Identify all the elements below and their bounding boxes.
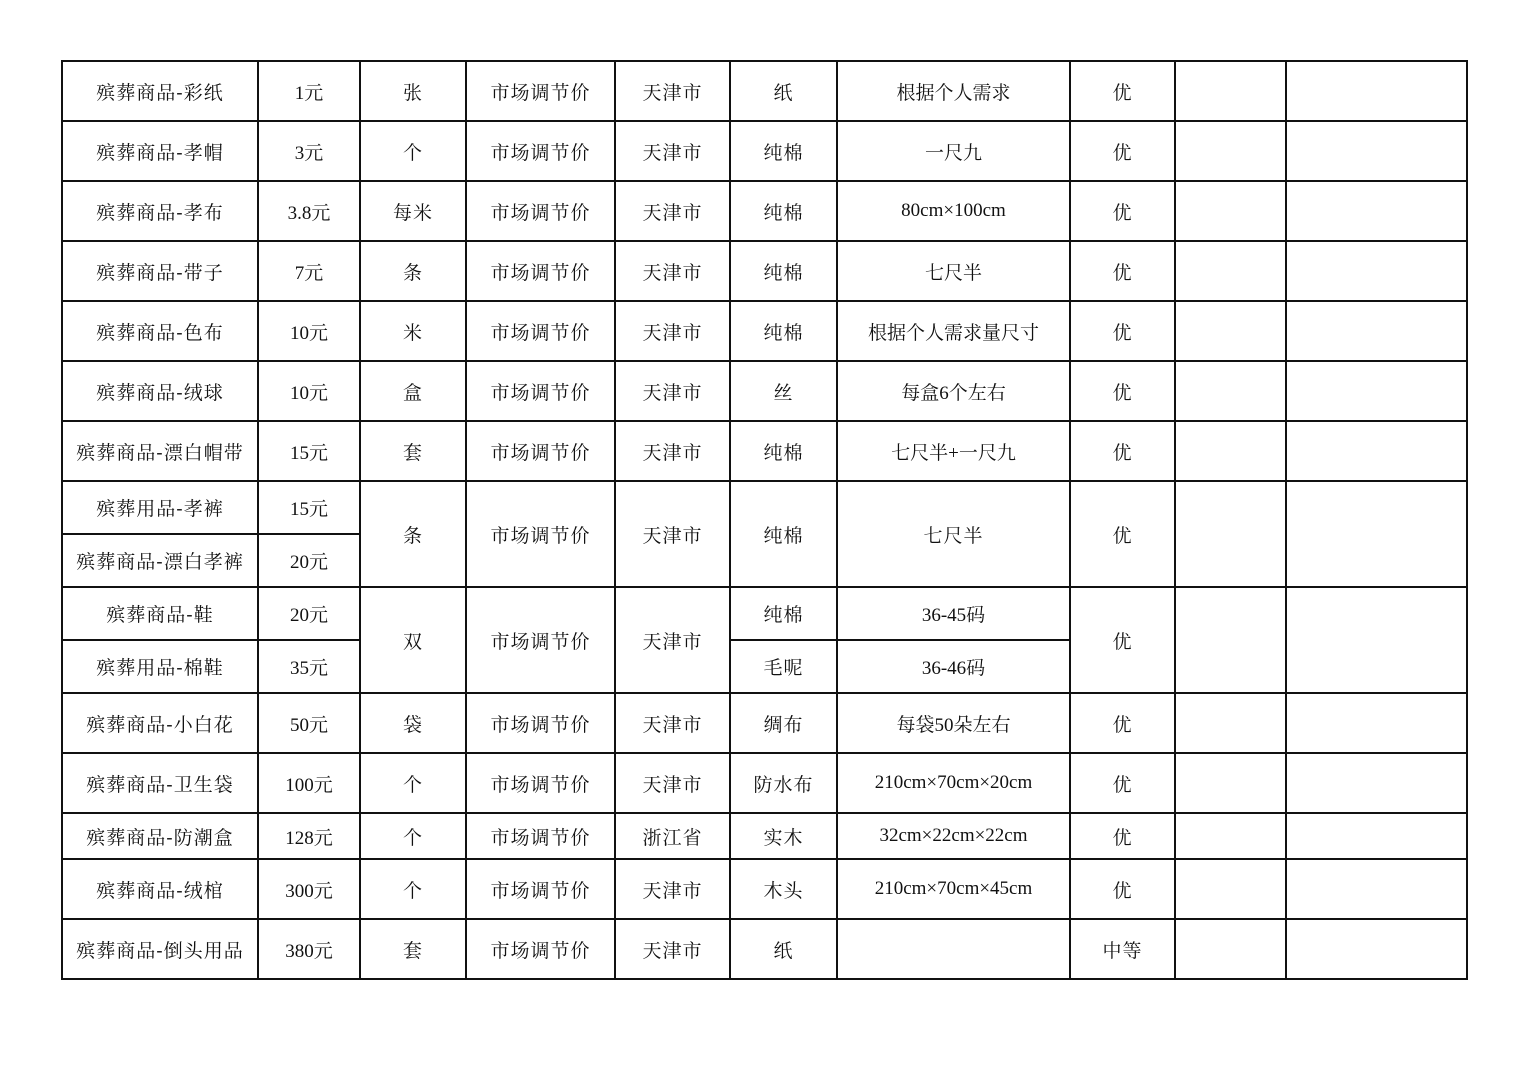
empty-cell	[1175, 693, 1286, 753]
empty-cell	[1175, 919, 1286, 979]
spec-cell: 每盒6个左右	[837, 361, 1070, 421]
unit-cell: 袋	[360, 693, 466, 753]
pricing-type-cell: 市场调节价	[466, 919, 615, 979]
empty-cell	[1286, 919, 1467, 979]
product-name-cell: 殡葬商品-卫生袋	[62, 753, 258, 813]
spec-cell: 210cm×70cm×45cm	[837, 859, 1070, 919]
pricing-type-cell: 市场调节价	[466, 481, 615, 587]
material-cell: 纯棉	[730, 241, 837, 301]
empty-cell	[1175, 587, 1286, 693]
product-name-cell: 殡葬商品-绒棺	[62, 859, 258, 919]
spec-cell: 七尺半+一尺九	[837, 421, 1070, 481]
price-cell: 100元	[258, 753, 360, 813]
grade-cell: 优	[1070, 241, 1175, 301]
table-row	[62, 421, 1467, 481]
unit-cell: 套	[360, 421, 466, 481]
empty-cell	[1175, 301, 1286, 361]
product-name-cell: 殡葬用品-孝裤	[62, 481, 258, 534]
empty-cell	[1286, 859, 1467, 919]
price-cell: 10元	[258, 361, 360, 421]
empty-cell	[1286, 61, 1467, 121]
table-row	[62, 241, 1467, 301]
empty-cell	[1286, 241, 1467, 301]
empty-cell	[1175, 241, 1286, 301]
empty-cell	[1175, 421, 1286, 481]
origin-cell: 天津市	[615, 361, 730, 421]
material-cell: 防水布	[730, 753, 837, 813]
empty-cell	[1175, 859, 1286, 919]
spec-cell: 一尺九	[837, 121, 1070, 181]
origin-cell: 天津市	[615, 301, 730, 361]
price-cell: 35元	[258, 640, 360, 693]
material-cell: 绸布	[730, 693, 837, 753]
price-cell: 15元	[258, 421, 360, 481]
spec-cell: 根据个人需求	[837, 61, 1070, 121]
material-cell: 纸	[730, 61, 837, 121]
origin-cell: 天津市	[615, 61, 730, 121]
table-row	[62, 587, 1467, 640]
unit-cell: 个	[360, 813, 466, 859]
empty-cell	[1175, 481, 1286, 587]
empty-cell	[1175, 813, 1286, 859]
material-cell: 纯棉	[730, 301, 837, 361]
grade-cell: 优	[1070, 181, 1175, 241]
unit-cell: 套	[360, 919, 466, 979]
unit-cell: 张	[360, 61, 466, 121]
empty-cell	[1175, 361, 1286, 421]
empty-cell	[1286, 361, 1467, 421]
pricing-type-cell: 市场调节价	[466, 421, 615, 481]
empty-cell	[1175, 753, 1286, 813]
origin-cell: 天津市	[615, 859, 730, 919]
product-name-cell: 殡葬商品-色布	[62, 301, 258, 361]
grade-cell: 优	[1070, 61, 1175, 121]
pricing-type-cell: 市场调节价	[466, 813, 615, 859]
price-cell: 15元	[258, 481, 360, 534]
spec-cell: 80cm×100cm	[837, 181, 1070, 241]
unit-cell: 盒	[360, 361, 466, 421]
product-name-cell: 殡葬商品-带子	[62, 241, 258, 301]
spec-cell: 每袋50朵左右	[837, 693, 1070, 753]
price-cell: 3.8元	[258, 181, 360, 241]
price-cell: 3元	[258, 121, 360, 181]
table-row	[62, 61, 1467, 121]
table-row	[62, 481, 1467, 534]
unit-cell: 米	[360, 301, 466, 361]
price-cell: 7元	[258, 241, 360, 301]
empty-cell	[1286, 301, 1467, 361]
material-cell: 纯棉	[730, 481, 837, 587]
unit-cell: 每米	[360, 181, 466, 241]
empty-cell	[1175, 121, 1286, 181]
spec-cell: 七尺半	[837, 241, 1070, 301]
grade-cell: 优	[1070, 859, 1175, 919]
unit-cell: 个	[360, 753, 466, 813]
table-row	[62, 181, 1467, 241]
price-cell: 20元	[258, 587, 360, 640]
price-cell: 10元	[258, 301, 360, 361]
empty-cell	[1286, 693, 1467, 753]
spec-cell: 根据个人需求量尺寸	[837, 301, 1070, 361]
grade-cell: 优	[1070, 301, 1175, 361]
pricing-type-cell: 市场调节价	[466, 61, 615, 121]
table-row	[62, 693, 1467, 753]
product-name-cell: 殡葬商品-绒球	[62, 361, 258, 421]
origin-cell: 天津市	[615, 241, 730, 301]
empty-cell	[1286, 813, 1467, 859]
grade-cell: 优	[1070, 421, 1175, 481]
product-name-cell: 殡葬商品-彩纸	[62, 61, 258, 121]
origin-cell: 天津市	[615, 693, 730, 753]
empty-cell	[1175, 181, 1286, 241]
pricing-type-cell: 市场调节价	[466, 241, 615, 301]
grade-cell: 优	[1070, 693, 1175, 753]
empty-cell	[1286, 753, 1467, 813]
empty-cell	[1286, 481, 1467, 587]
material-cell: 纯棉	[730, 121, 837, 181]
empty-cell	[1286, 181, 1467, 241]
product-name-cell: 殡葬商品-倒头用品	[62, 919, 258, 979]
pricing-type-cell: 市场调节价	[466, 121, 615, 181]
grade-cell: 优	[1070, 121, 1175, 181]
pricing-type-cell: 市场调节价	[466, 181, 615, 241]
table-row	[62, 121, 1467, 181]
material-cell: 纸	[730, 919, 837, 979]
table-row	[62, 301, 1467, 361]
table-row	[62, 919, 1467, 979]
product-name-cell: 殡葬商品-漂白孝裤	[62, 534, 258, 587]
unit-cell: 个	[360, 859, 466, 919]
pricing-type-cell: 市场调节价	[466, 361, 615, 421]
price-cell: 380元	[258, 919, 360, 979]
material-cell: 实木	[730, 813, 837, 859]
material-cell: 纯棉	[730, 181, 837, 241]
price-cell: 1元	[258, 61, 360, 121]
pricing-type-cell: 市场调节价	[466, 753, 615, 813]
pricing-type-cell: 市场调节价	[466, 301, 615, 361]
origin-cell: 天津市	[615, 481, 730, 587]
origin-cell: 天津市	[615, 421, 730, 481]
price-cell: 128元	[258, 813, 360, 859]
table-row	[62, 813, 1467, 859]
material-cell: 木头	[730, 859, 837, 919]
unit-cell: 条	[360, 241, 466, 301]
spec-cell: 36-45码	[837, 587, 1070, 640]
table-row	[62, 753, 1467, 813]
spec-cell: 32cm×22cm×22cm	[837, 813, 1070, 859]
origin-cell: 天津市	[615, 919, 730, 979]
material-cell: 纯棉	[730, 421, 837, 481]
price-cell: 300元	[258, 859, 360, 919]
product-name-cell: 殡葬商品-漂白帽带	[62, 421, 258, 481]
origin-cell: 天津市	[615, 181, 730, 241]
material-cell: 丝	[730, 361, 837, 421]
spec-cell: 七尺半	[837, 481, 1070, 587]
grade-cell: 优	[1070, 753, 1175, 813]
empty-cell	[1286, 121, 1467, 181]
pricing-type-cell: 市场调节价	[466, 693, 615, 753]
product-name-cell: 殡葬用品-棉鞋	[62, 640, 258, 693]
empty-cell	[1286, 587, 1467, 693]
grade-cell: 优	[1070, 361, 1175, 421]
unit-cell: 条	[360, 481, 466, 587]
table-row	[62, 361, 1467, 421]
product-name-cell: 殡葬商品-鞋	[62, 587, 258, 640]
spec-cell: 210cm×70cm×20cm	[837, 753, 1070, 813]
unit-cell: 双	[360, 587, 466, 693]
unit-cell: 个	[360, 121, 466, 181]
product-name-cell: 殡葬商品-孝布	[62, 181, 258, 241]
funeral-goods-price-table	[61, 60, 1468, 980]
origin-cell: 天津市	[615, 121, 730, 181]
grade-cell: 中等	[1070, 919, 1175, 979]
empty-cell	[1286, 421, 1467, 481]
grade-cell: 优	[1070, 587, 1175, 693]
product-name-cell: 殡葬商品-防潮盒	[62, 813, 258, 859]
spec-cell: 36-46码	[837, 640, 1070, 693]
material-cell: 毛呢	[730, 640, 837, 693]
origin-cell: 浙江省	[615, 813, 730, 859]
origin-cell: 天津市	[615, 587, 730, 693]
product-name-cell: 殡葬商品-孝帽	[62, 121, 258, 181]
pricing-type-cell: 市场调节价	[466, 587, 615, 693]
spec-cell	[837, 919, 1070, 979]
empty-cell	[1175, 61, 1286, 121]
material-cell: 纯棉	[730, 587, 837, 640]
origin-cell: 天津市	[615, 753, 730, 813]
grade-cell: 优	[1070, 813, 1175, 859]
product-name-cell: 殡葬商品-小白花	[62, 693, 258, 753]
price-cell: 50元	[258, 693, 360, 753]
table-row	[62, 859, 1467, 919]
grade-cell: 优	[1070, 481, 1175, 587]
pricing-type-cell: 市场调节价	[466, 859, 615, 919]
price-cell: 20元	[258, 534, 360, 587]
